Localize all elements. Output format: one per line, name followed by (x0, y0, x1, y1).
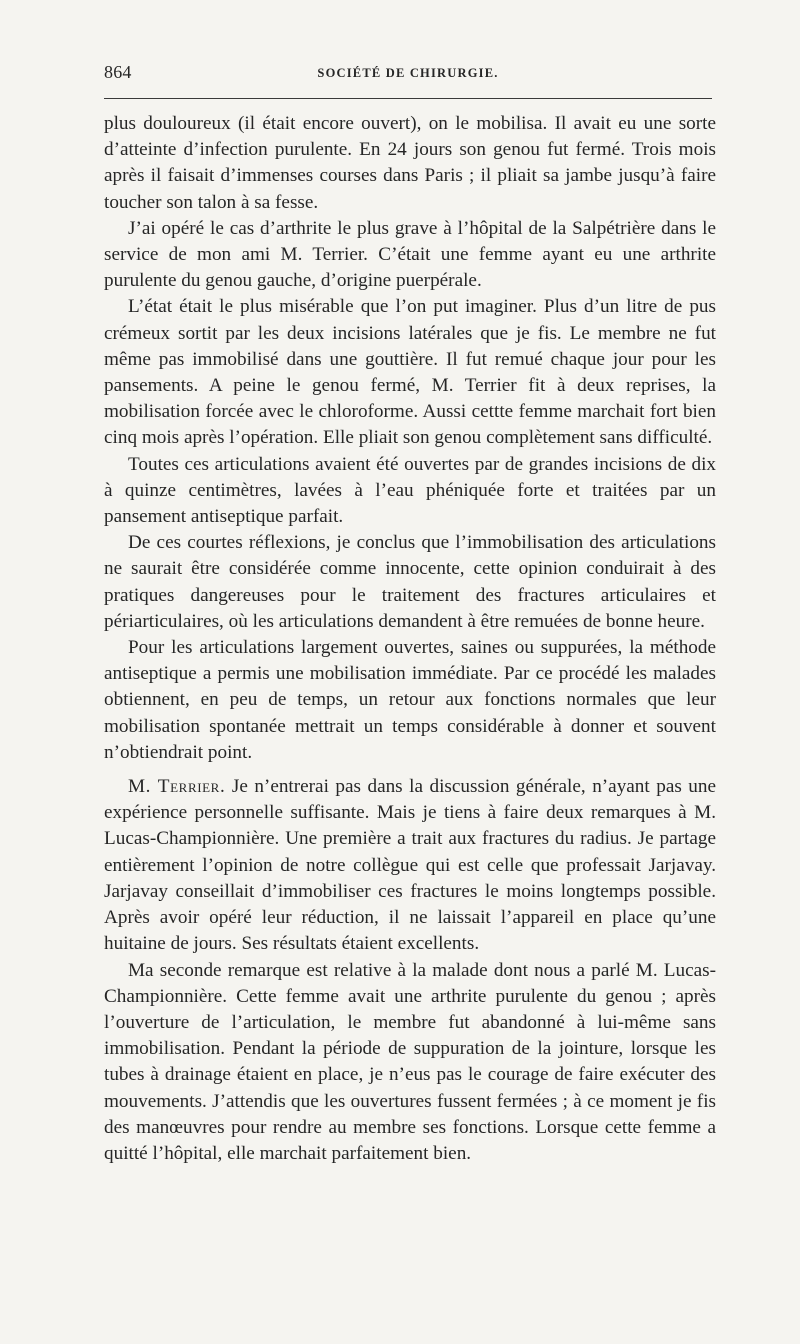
paragraph-5: De ces courtes réflexions, je conclus que l’immobilisation des articulations ne saurait être considérée comme innocente, cette opinion conduirait à des pratiques dangereuses pour le traitement des fractures articulaires et périarticulaires, où les articulations demandent à être remuées de bonne heure. (104, 532, 716, 632)
paragraph-7 (104, 774, 716, 957)
paragraph-2: J’ai opéré le cas d’arthrite le plus grave à l’hôpital de la Salpétrière dans le service de mon ami M. Terrier. C’était une femme ayant eu une arthrite purulente du genou gauche, d’origine puerpérale. (104, 217, 716, 292)
page-header (104, 62, 712, 88)
paragraph-3: L’état était le plus misérable que l’on put imaginer. Plus d’un litre de pus crémeux sortit par les deux incisions latérales que je fis. Le membre ne fut même pas immobilisé dans une gouttière. Il fut remué chaque jour pour les pansements. A peine le genou fermé, M. Terrier fit à deux reprises, la mobilisation forcée avec le chloroforme. Aussi cettte femme marchait fort bien cinq mois après l’opération. Elle pliait son genou complètement sans difficulté. (104, 296, 716, 449)
paragraph-4: Toutes ces articulations avaient été ouvertes par de grandes incisions de dix à quinze centimètres, lavées à l’eau phéniquée forte et traitées par un pansement antiseptique parfait. (104, 453, 716, 528)
paragraph-1: plus douloureux (il était encore ouvert), on le mobilisa. Il avait eu une sorte d’atteinte d’infection purulente. En 24 jours son genou fut fermé. Trois mois après il faisait d’immenses courses dans Paris ; il pliait sa jambe jusqu’à faire toucher son talon à sa fesse. (104, 113, 716, 213)
body-text (104, 111, 716, 1167)
paragraph-6: Pour les articulations largement ouvertes, saines ou suppurées, la méthode antiseptique a permis une mobilisation immédiate. Par ce procédé les malades obtiennent, en peu de temps, un retour aux fonctions normales que leur mobilisation spontanée mettrait un temps considérable à donner et souvent n’obtiendrait point. (104, 637, 716, 763)
page-number: 864 (104, 62, 132, 82)
speaker-name: M. Terrier. (128, 776, 226, 798)
paragraph-8: Ma seconde remarque est relative à la malade dont nous a parlé M. Lucas-Championnière. Cette femme avait une arthrite purulente du genou ; après l’ouverture de l’articulation, le membre fut abandonné à lui-même sans immobilisation. Pendant la période de suppuration de la jointure, lorsque les tubes à drainage étaient en place, je n’eus pas le courage de faire exécuter des mouvements. J’attendis que les ouvertures fussent fermées ; à ce moment je fis des manœuvres pour rendre au membre ses fonctions. Lorsque cette femme a quitté l’hôpital, elle marchait parfaitement bien. (104, 959, 716, 1164)
running-title: SOCIÉTÉ DE CHIRURGIE. (317, 66, 499, 80)
paragraph-7-text: Je n’entrerai pas dans la discussion générale, n’ayant pas une expérience personnelle suffisante. Mais je tiens à faire deux remarques à M. Lucas-Championnière. Une première a trait aux fractures du radius. Je partage entièrement l’opinion de notre collègue qui est celle que professait Jarjavay. Jarjavay conseillait d’immobiliser ces fractures le moins longtemps possible. Après avoir opéré leur réduction, il ne laissait l’appareil en place qu’une huitaine de jours. Ses résultats étaient excellents. (104, 776, 717, 955)
header-rule (104, 98, 712, 99)
